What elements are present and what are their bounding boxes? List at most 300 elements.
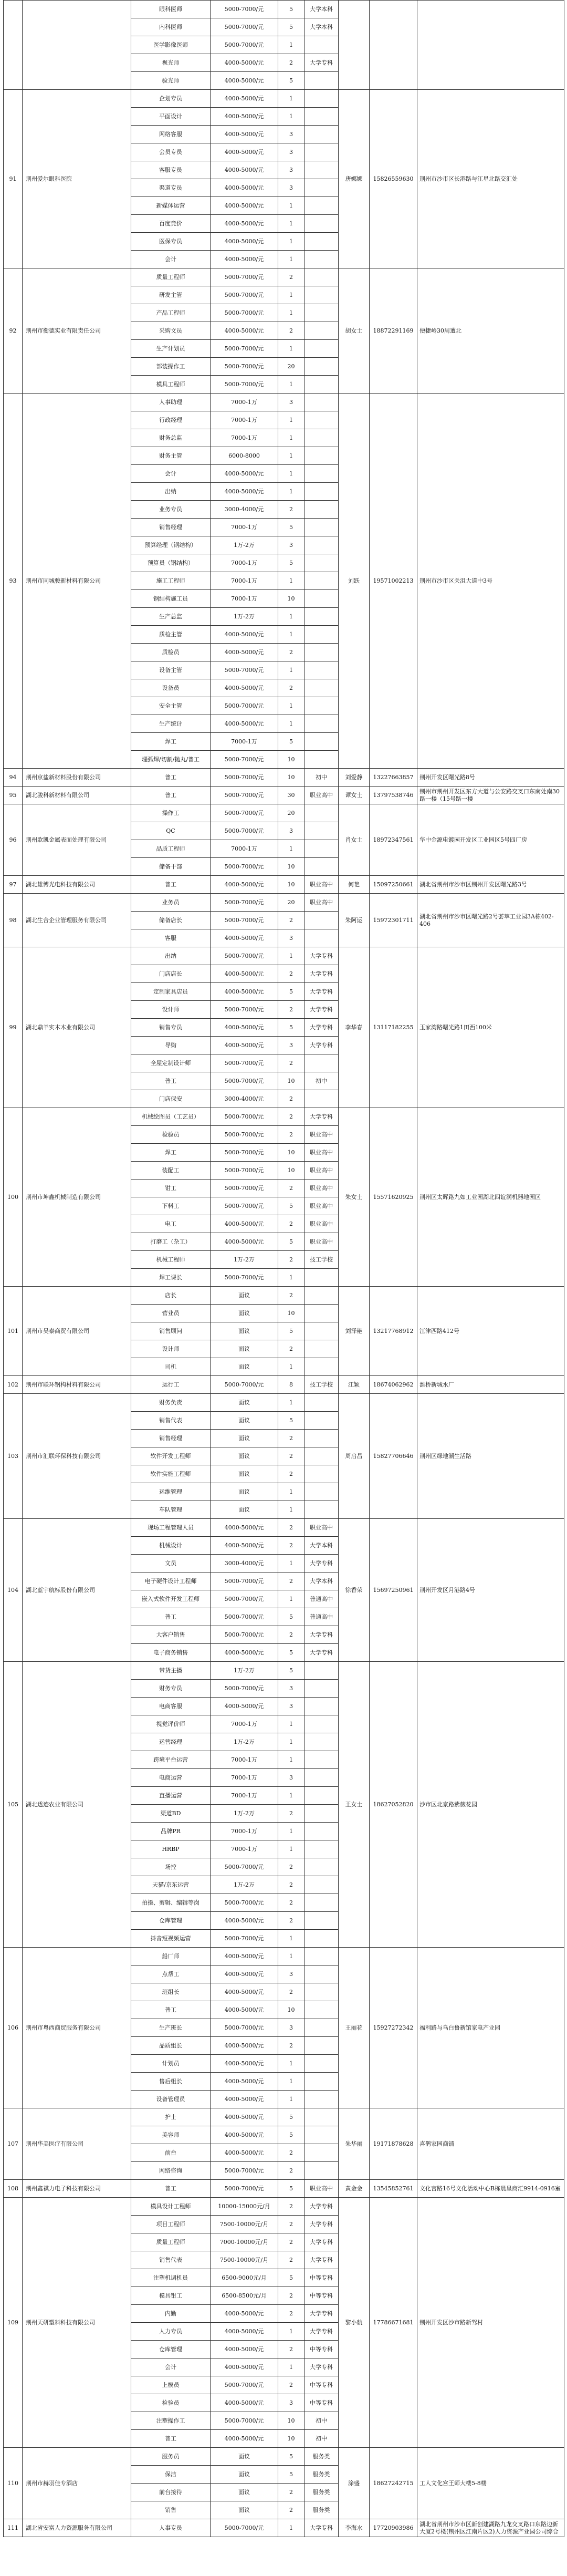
education-requirement [304,858,339,876]
position-title: 全屋定制设计师 [131,1054,211,1072]
education-requirement [304,929,339,947]
education-requirement [304,108,339,126]
education-requirement [304,1430,339,1447]
headcount: 1 [278,572,304,590]
position-title: 注塑操作工 [131,2412,211,2430]
salary-range: 7000-1万 [211,1823,278,1840]
salary-range: 7000-1万 [211,394,278,411]
headcount: 2 [278,1215,304,1233]
position-title: 模具设计工程师 [131,2198,211,2216]
headcount: 10 [278,1072,304,1090]
salary-range: 面议 [211,2466,278,2484]
headcount: 10 [278,1305,304,1322]
company-number: 98 [4,894,23,947]
position-title: 生产班长 [131,2019,211,2037]
position-title: 大客户销售 [131,1626,211,1644]
position-title: HRBP [131,1840,211,1858]
company-number: 101 [4,1287,23,1376]
company-name: 荆州市联环钢构材料有限公司 [23,1376,131,1394]
contact-person: 朱女士 [339,1108,370,1287]
education-requirement: 大学专科 [304,2358,339,2376]
education-requirement: 初中 [304,2412,339,2430]
education-requirement [304,1805,339,1823]
headcount: 1 [278,340,304,358]
salary-range: 6500-8500元/月 [211,2287,278,2305]
salary-range: 5000-7000/元 [211,2412,278,2430]
education-requirement: 职业高中 [304,1215,339,1233]
education-requirement [304,286,339,304]
salary-range: 4000-5000/元 [211,1519,278,1537]
headcount: 20 [278,894,304,912]
contact-person: 李海水 [339,2519,370,2537]
headcount: 3 [278,2019,304,2037]
position-title: 内科医师 [131,18,211,36]
company-name: 湖北透迹农业有限公司 [23,1662,131,1948]
salary-range: 4000-5000/元 [211,2126,278,2144]
salary-range: 7000-1万 [211,1769,278,1787]
position-title: 医学影像医师 [131,36,211,54]
company-name: 荆州市坤鑫机械制造有限公司 [23,1108,131,1287]
salary-range: 4000-5000/元 [211,2305,278,2323]
position-title: 会员专员 [131,143,211,161]
salary-range: 5000-7000/元 [211,1930,278,1948]
salary-range: 4000-5000/元 [211,1948,278,1965]
headcount: 3 [278,2394,304,2412]
position-title: 门店保安 [131,1090,211,1108]
education-requirement: 职业高中 [304,894,339,912]
headcount: 2 [278,1054,304,1072]
company-address: 荆州区绿地潮生活路 [417,1394,564,1519]
headcount: 1 [278,1787,304,1805]
position-title: 普工 [131,876,211,894]
salary-range: 5000-7000/元 [211,804,278,822]
table-row [4,2448,564,2466]
salary-range: 3000-4000/元 [211,1555,278,1573]
salary-range: 7000-1万 [211,411,278,429]
education-requirement: 大学本科 [304,1573,339,1590]
headcount: 1 [278,483,304,501]
company-name: 荆州天研塑料科技有限公司 [23,2198,131,2448]
salary-range: 5000-7000/元 [211,340,278,358]
education-requirement [304,1412,339,1430]
headcount: 3 [278,1698,304,1715]
education-requirement [304,376,339,394]
salary-range: 4000-5000/元 [211,2073,278,2091]
headcount: 2 [278,2037,304,2055]
education-requirement [304,1662,339,1680]
headcount: 3 [278,143,304,161]
education-requirement [304,1680,339,1698]
education-requirement: 普通高中 [304,1608,339,1626]
headcount: 5 [278,2466,304,2484]
headcount: 2 [278,2251,304,2269]
education-requirement [304,590,339,608]
salary-range: 4000-5000/元 [211,143,278,161]
position-title: 前台 [131,2144,211,2162]
education-requirement: 大学专科 [304,2216,339,2233]
position-title: 美容师 [131,2126,211,2144]
position-title: 设备管理员 [131,2091,211,2108]
position-title: 研发主管 [131,286,211,304]
job-table [3,0,564,2537]
salary-range: 5000-7000/元 [211,36,278,54]
headcount: 1 [278,1948,304,1965]
contact-phone: 17720903986 [370,2519,417,2537]
contact-phone: 15697250961 [370,1519,417,1662]
education-requirement [304,1715,339,1733]
position-title: 设备员 [131,679,211,697]
salary-range: 5000-7000/元 [211,1162,278,1180]
table-row [4,787,564,804]
company-name: 荆州市同城骏新材料有限公司 [23,394,131,769]
education-requirement: 大学专科 [304,1019,339,1037]
education-requirement [304,1930,339,1948]
salary-range: 4000-5000/元 [211,465,278,483]
headcount: 1 [278,90,304,108]
education-requirement: 中等专科 [304,2394,339,2412]
position-title: 打磨工（杂工） [131,1233,211,1251]
contact-person: 徐香荣 [339,1519,370,1662]
position-title: 司机 [131,1358,211,1376]
headcount: 1 [278,429,304,447]
contact-person: 江颖 [339,1376,370,1394]
company-address: 便捷岭30周遭北 [417,268,564,394]
table-row [4,2198,564,2216]
headcount: 2 [278,2484,304,2501]
headcount: 5 [278,983,304,1001]
table-row [4,1662,564,1680]
headcount: 8 [278,1376,304,1394]
education-requirement [304,751,339,769]
headcount: 2 [278,1287,304,1305]
salary-range: 5000-7000/元 [211,18,278,36]
salary-range: 5000-7000/元 [211,2519,278,2537]
salary-range: 7000-1万 [211,840,278,858]
education-requirement [304,1858,339,1876]
salary-range: 5000-7000/元 [211,304,278,322]
salary-range: 4000-5000/元 [211,1983,278,2001]
headcount: 20 [278,804,304,822]
headcount: 3 [278,394,304,411]
education-requirement [304,554,339,572]
education-requirement: 普通高中 [304,1590,339,1608]
salary-range: 4000-5000/元 [211,2108,278,2126]
headcount: 1 [278,1715,304,1733]
position-title: 出纳 [131,947,211,965]
position-title: 直播运营 [131,1787,211,1805]
education-requirement: 大学本科 [304,1537,339,1555]
education-requirement [304,1501,339,1519]
company-address: 福利路与乌白鲁新馆家电产业园 [417,1948,564,2108]
headcount: 2 [278,1894,304,1912]
headcount: 1 [278,661,304,679]
education-requirement [304,661,339,679]
headcount: 1 [278,36,304,54]
company-number: 111 [4,2519,23,2537]
headcount: 2 [278,1430,304,1447]
headcount: 2 [278,1626,304,1644]
education-requirement [304,1090,339,1108]
company-number: 110 [4,2448,23,2519]
salary-range: 面议 [211,1322,278,1340]
headcount: 3 [278,1769,304,1787]
salary-range: 4000-5000/元 [211,2341,278,2358]
headcount: 10 [278,2001,304,2019]
headcount: 1 [278,376,304,394]
headcount: 3 [278,1965,304,1983]
salary-range: 4000-5000/元 [211,1537,278,1555]
headcount: 2 [278,501,304,519]
salary-range: 1万-2万 [211,536,278,554]
company-address: 江津西路412号 [417,1287,564,1376]
position-title: 船厂师 [131,1948,211,1965]
education-requirement [304,1823,339,1840]
headcount: 1 [278,108,304,126]
table-row [4,876,564,894]
salary-range: 4000-5000/元 [211,2001,278,2019]
headcount: 2 [278,1001,304,1019]
headcount: 2 [278,644,304,661]
salary-range: 4000-5000/元 [211,2430,278,2448]
company-name: 湖北蓝宇航标股份有限公司 [23,1519,131,1662]
headcount: 5 [278,2448,304,2466]
position-title: 下料工 [131,1197,211,1215]
position-title: 会计 [131,465,211,483]
table-row [4,2108,564,2126]
contact-person: 朱阿运 [339,894,370,947]
salary-range: 4000-5000/元 [211,161,278,179]
education-requirement [304,1054,339,1072]
headcount: 5 [278,1322,304,1340]
salary-range: 4000-5000/元 [211,1644,278,1662]
salary-range: 5000-7000/元 [211,858,278,876]
education-requirement [304,2073,339,2091]
position-title: 机械工程师 [131,1251,211,1269]
headcount: 1 [278,608,304,626]
company-number: 91 [4,90,23,268]
position-title: 品牌PR [131,1823,211,1840]
education-requirement [304,2091,339,2108]
education-requirement [304,429,339,447]
company-number: 96 [4,804,23,876]
education-requirement [304,215,339,233]
education-requirement: 大学专科 [304,2519,339,2537]
headcount: 20 [278,358,304,376]
company-address: 玉家湾路曙光路1田西100米 [417,947,564,1108]
salary-range: 5000-7000/元 [211,1858,278,1876]
salary-range: 4000-5000/元 [211,715,278,733]
headcount: 1 [278,840,304,858]
education-requirement [304,1698,339,1715]
headcount: 3 [278,929,304,947]
education-requirement: 大学专科 [304,1108,339,1126]
position-title: 预算员（钢结构） [131,554,211,572]
education-requirement: 职业高中 [304,1180,339,1197]
education-requirement [304,501,339,519]
salary-range: 4000-5000/元 [211,626,278,644]
position-title: 会计 [131,251,211,268]
salary-range: 4000-5000/元 [211,1965,278,1983]
position-title: 焊工课长 [131,1269,211,1287]
contact-person: 王丽花 [339,1948,370,2108]
company-name: 湖北骏科新材料有限公司 [23,787,131,804]
salary-range: 5000-7000/元 [211,2162,278,2180]
company-number: 106 [4,1948,23,2108]
company-address: 荆州市沙市区关沮大道中3号 [417,394,564,769]
table-row [4,1,564,18]
headcount: 1 [278,251,304,268]
salary-range: 5000-7000/元 [211,769,278,787]
position-title: 业务员 [131,894,211,912]
salary-range: 5000-7000/元 [211,286,278,304]
headcount: 1 [278,1733,304,1751]
salary-range: 4000-5000/元 [211,251,278,268]
position-title: 设计师 [131,1340,211,1358]
salary-range: 7000-1万 [211,733,278,751]
contact-phone: 17786671681 [370,2198,417,2448]
position-title: 安全主管 [131,697,211,715]
salary-range: 5000-7000/元 [211,1590,278,1608]
position-title: 客服 [131,929,211,947]
salary-range: 5000-7000/元 [211,2376,278,2394]
position-title: 营业员 [131,1305,211,1322]
position-title: 机械绘图员（工艺员） [131,1108,211,1126]
education-requirement [304,1912,339,1930]
position-title: 定制家具店员 [131,983,211,1001]
headcount: 1 [278,1751,304,1769]
company-address: 沙市区北京路紫薇花园 [417,1662,564,1948]
salary-range: 7000-1万 [211,1787,278,1805]
salary-range: 面议 [211,2484,278,2501]
education-requirement [304,1287,339,1305]
salary-range: 5000-7000/元 [211,358,278,376]
salary-range: 4000-5000/元 [211,322,278,340]
table-row [4,90,564,108]
position-title: 出纳 [131,483,211,501]
table-row [4,947,564,965]
headcount: 2 [278,1573,304,1590]
education-requirement [304,626,339,644]
table-row [4,804,564,822]
education-requirement [304,143,339,161]
company-number: 94 [4,769,23,787]
company-address: 荆州开发区月港路4号 [417,1519,564,1662]
company-address: 湖北省荆州市沙市区新创建湖路九龙交叉路口东路边新大厦2号楼(荆州区江南片区2)人力资源产业园公司综合 [417,2519,564,2537]
education-requirement [304,322,339,340]
education-requirement: 职业高中 [304,1233,339,1251]
contact-phone: 15826559630 [370,90,417,268]
position-title: 质量工程师 [131,268,211,286]
position-title: 普工 [131,2001,211,2019]
headcount: 1 [278,2055,304,2073]
headcount: 2 [278,1805,304,1823]
education-requirement [304,340,339,358]
headcount: 5 [278,72,304,90]
contact-person: 李华春 [339,947,370,1108]
headcount: 3 [278,1680,304,1698]
headcount: 5 [278,2180,304,2198]
table-row [4,1376,564,1394]
headcount: 5 [278,2108,304,2126]
position-title: 内勤 [131,2305,211,2323]
salary-range: 5000-7000/元 [211,1108,278,1126]
headcount: 2 [278,2341,304,2358]
headcount: 2 [278,1537,304,1555]
headcount: 1 [278,304,304,322]
education-requirement [304,733,339,751]
headcount: 2 [278,1519,304,1537]
position-title: 车队管理 [131,1501,211,1519]
position-title: 电子硬件设计工程师 [131,1573,211,1590]
education-requirement [304,912,339,929]
salary-range: 1万-2万 [211,608,278,626]
position-title: 模具工程师 [131,376,211,394]
company-number: 102 [4,1376,23,1394]
headcount: 2 [278,2376,304,2394]
education-requirement: 大学本科 [304,18,339,36]
education-requirement: 职业高中 [304,787,339,804]
headcount: 2 [278,1180,304,1197]
company-name: 荆州爱尔眼科医院 [23,90,131,268]
company-number: 103 [4,1394,23,1519]
education-requirement: 服务类 [304,2484,339,2501]
headcount: 2 [278,965,304,983]
headcount: 5 [278,1233,304,1251]
salary-range: 面议 [211,1287,278,1305]
salary-range: 1万-2万 [211,1662,278,1680]
headcount: 2 [278,2501,304,2519]
education-requirement [304,161,339,179]
education-requirement [304,1948,339,1965]
salary-range: 4000-5000/元 [211,965,278,983]
salary-range: 5000-7000/元 [211,697,278,715]
education-requirement [304,1322,339,1340]
table-row [4,2180,564,2198]
headcount: 1 [278,1840,304,1858]
position-title: 网络客服 [131,126,211,143]
contact-person: 谭女士 [339,787,370,804]
education-requirement [304,1483,339,1501]
position-title: 操作工 [131,804,211,822]
salary-range: 7000-1万 [211,1715,278,1733]
headcount: 1 [278,2323,304,2341]
headcount: 2 [278,322,304,340]
salary-range: 5000-7000/元 [211,268,278,286]
position-title: 医保专员 [131,233,211,251]
contact-phone: 13117182255 [370,947,417,1108]
position-title: 视觉评价师 [131,1715,211,1733]
contact-person: 刘泽艳 [339,1287,370,1376]
headcount: 10 [278,2412,304,2430]
education-requirement: 中等专科 [304,2341,339,2358]
salary-range: 4000-5000/元 [211,54,278,72]
contact-phone: 13217768912 [370,1287,417,1376]
headcount: 2 [278,268,304,286]
contact-person: 朱华丽 [339,2108,370,2180]
education-requirement: 职业高中 [304,1126,339,1144]
company-number [4,1,23,90]
salary-range: 面议 [211,1394,278,1412]
position-title: 施工工程师 [131,572,211,590]
position-title: 行政经理 [131,411,211,429]
salary-range: 5000-7000/元 [211,1054,278,1072]
position-title: 销售经理 [131,519,211,536]
position-title: 埋弧焊/切割/抛丸/普工 [131,751,211,769]
position-title: 销售代表 [131,1412,211,1430]
company-name: 湖北鼎羊实木木业有限公司 [23,947,131,1108]
company-number: 105 [4,1662,23,1948]
education-requirement [304,1269,339,1287]
